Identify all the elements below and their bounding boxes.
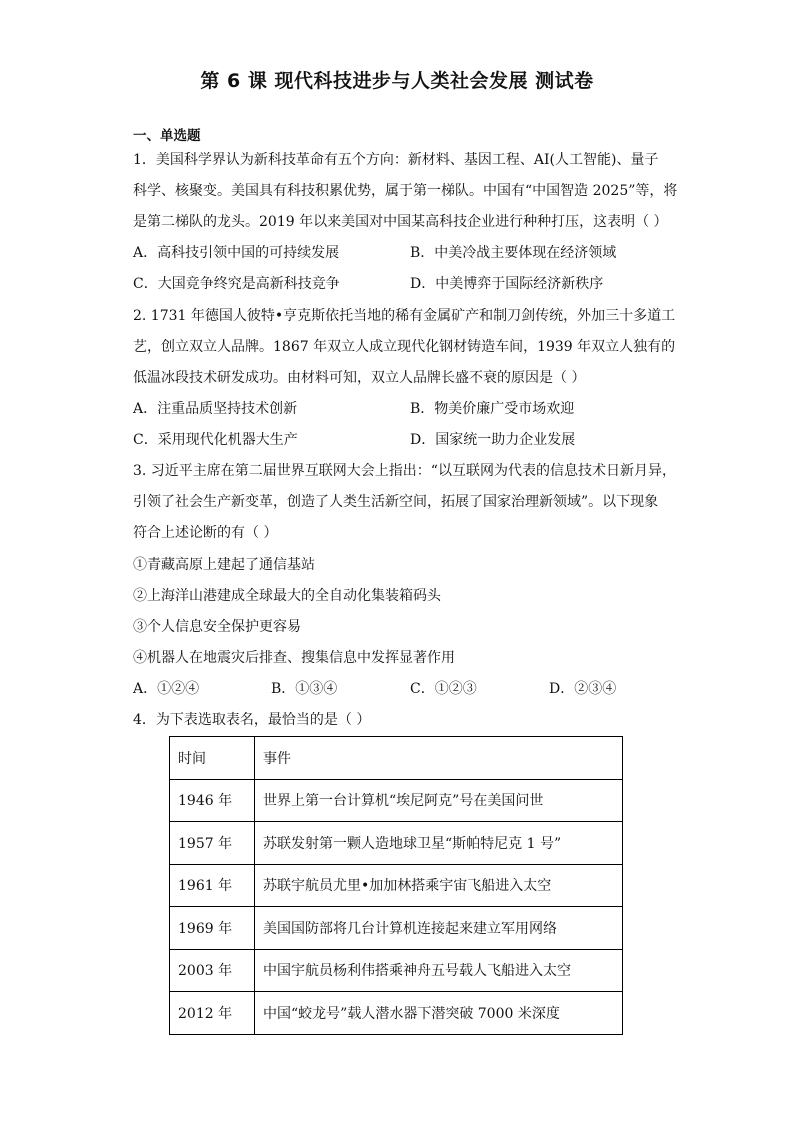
table-row [170,907,623,950]
table-cell-year: 1961 年 [170,864,255,907]
section-title: 一、单选题 [133,128,201,144]
table-cell-year: 1969 年 [170,907,255,950]
table-cell-event: 美国国防部将几台计算机连接起来建立军用网络 [255,907,623,950]
question-2-option-b[interactable]: B．物美价廉广受市场欢迎 [410,401,575,417]
question-3-statement: ④机器人在地震灾后排查、搜集信息中发挥显著作用 [133,650,455,666]
question-3-statement: ②上海洋山港建成全球最大的全自动化集装箱码头 [133,588,441,604]
table-row [170,822,623,865]
question-4-stem: 4．为下表选取表名，最恰当的是（ ） [133,712,371,728]
question-2-option-c[interactable]: C．采用现代化机器大生产 [133,432,298,448]
table-header-event: 事件 [255,737,623,780]
table-cell-event: 苏联宇航员尤里•加加林搭乘宇宙飞船进入太空 [255,864,623,907]
table-cell-event: 中国宇航员杨利伟搭乘神舟五号载人飞船进入太空 [255,949,623,992]
question-3-line: 3. 习近平主席在第二届世界互联网大会上指出：“以互联网为代表的信息技术日新月异， [133,463,676,479]
table-row [170,949,623,992]
question-2-line: 2. 1731 年德国人彼特•亨克斯依托当地的稀有金属矿产和制刀剑传统，外加三十多道工 [133,308,676,324]
table-header-row [170,737,623,780]
question-1-line: 科学、核聚变。美国具有科技积累优势，属于第一梯队。中国有“中国智造 2025”等，将 [133,183,678,199]
question-3-option-a[interactable]: A．①②④ [133,681,200,697]
question-2-line: 艺，创立双立人品牌。1867 年双立人成立现代化钢材铸造车间，1939 年双立人独有的 [133,339,676,355]
table-header-time: 时间 [170,737,255,780]
table-cell-event: 世界上第一台计算机“埃尼阿克”号在美国问世 [255,779,623,822]
question-1-option-d[interactable]: D．中美博弈于国际经济新秩序 [410,276,604,292]
question-3-line: 符合上述论断的有（ ） [133,525,278,541]
question-2-option-d[interactable]: D．国家统一助力企业发展 [410,432,576,448]
table-cell-year: 2003 年 [170,949,255,992]
question-3-statement: ③个人信息安全保护更容易 [133,619,301,635]
table-row [170,864,623,907]
page-title: 第 6 课 现代科技进步与人类社会发展 测试卷 [200,70,594,92]
question-2-option-a[interactable]: A．注重品质坚持技术创新 [133,401,298,417]
events-table [169,736,623,1035]
table-cell-event: 苏联发射第一颗人造地球卫星“斯帕特尼克 1 号” [255,822,623,865]
table-row [170,779,623,822]
question-1-option-c[interactable]: C．大国竞争终究是高新科技竞争 [133,276,340,292]
table-cell-year: 1946 年 [170,779,255,822]
question-3-option-c[interactable]: C．①②③ [410,681,477,697]
table-cell-year: 2012 年 [170,992,255,1035]
table-row [170,992,623,1035]
question-1-option-b[interactable]: B．中美冷战主要体现在经济领域 [410,245,617,261]
question-3-option-d[interactable]: D．②③④ [549,681,617,697]
question-1-line: 是第二梯队的龙头。2019 年以来美国对中国某高科技企业进行种种打压，这表明（ ） [133,214,668,230]
question-1-option-a[interactable]: A．高科技引领中国的可持续发展 [133,245,340,261]
table-cell-year: 1957 年 [170,822,255,865]
question-3-statement: ①青藏高原上建起了通信基站 [133,557,315,573]
table-cell-event: 中国“蛟龙号”载人潜水器下潜突破 7000 米深度 [255,992,623,1035]
question-2-line: 低温冰段技术研发成功。由材料可知，双立人品牌长盛不衰的原因是（ ） [133,370,586,386]
question-3-line: 引领了社会生产新变革，创造了人类生活新空间，拓展了国家治理新领域”。以下现象 [133,494,659,510]
question-3-option-b[interactable]: B．①③④ [271,681,338,697]
question-1-line: 1．美国科学界认为新科技革命有五个方向：新材料、基因工程、AI(人工智能)、量子 [133,152,659,168]
